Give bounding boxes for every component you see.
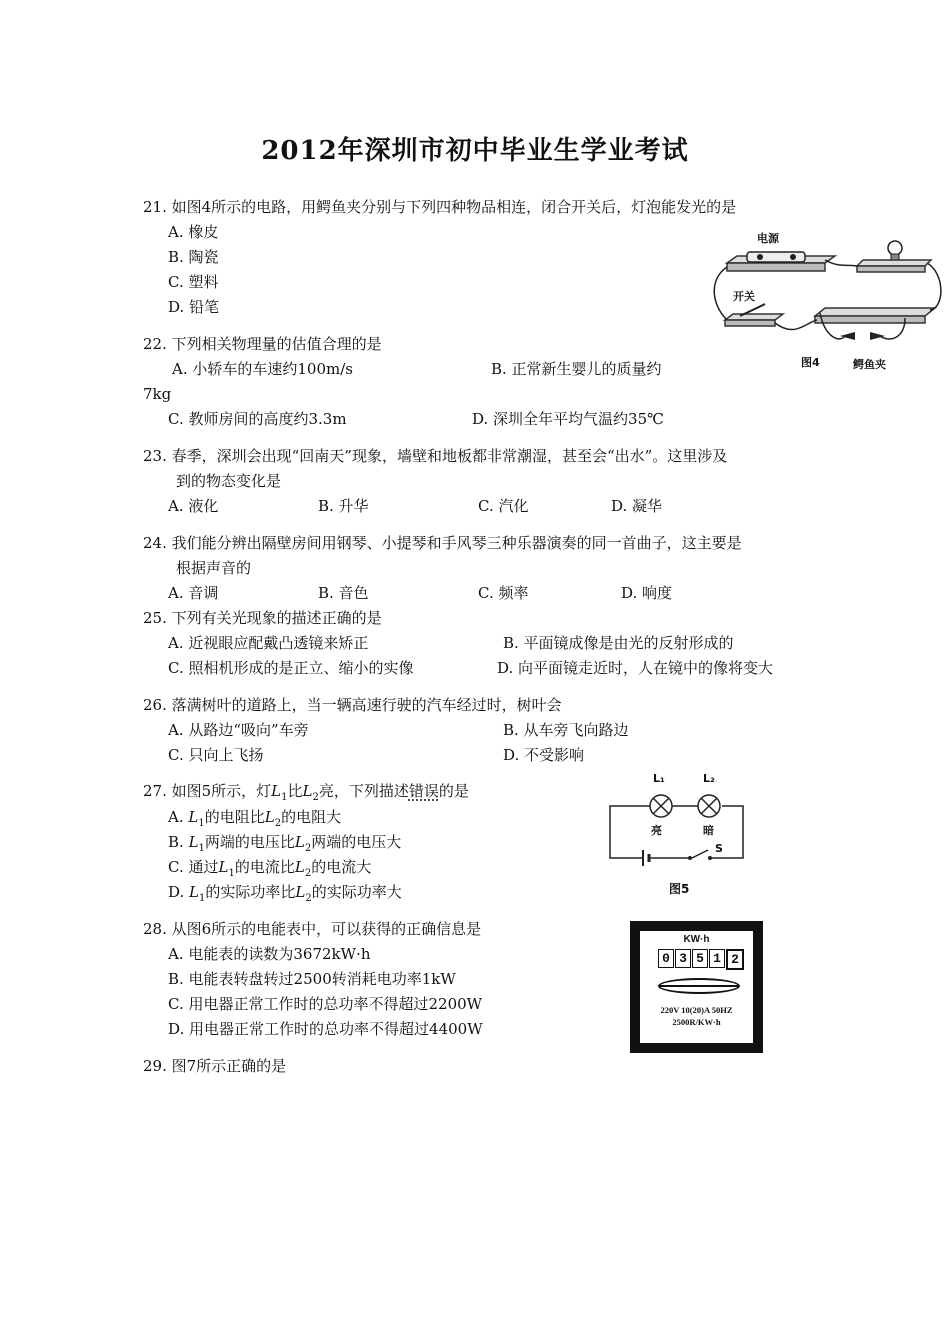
q27-option-d: D. $L_1$的实际功率比$L_2$的实际功率大 (168, 883, 402, 904)
fig5-bright-label: 亮 (651, 824, 662, 837)
meter-disc (658, 978, 740, 994)
q27-option-a: A. $L_1$的电阻比$L_2$的电阻大 (168, 808, 342, 829)
meter-digit: 5 (692, 949, 708, 968)
q23-stem-1: 23. 春季，深圳会出现“回南天”现象，墙壁和地板都非常潮湿，甚至会“出水”。这里涉及 (143, 447, 728, 465)
q24-option-c: C. 频率 (478, 584, 529, 602)
figure-5-circuit (605, 770, 755, 895)
fig4-power-label: 电源 (757, 232, 779, 245)
figure-6-energy-meter (630, 921, 763, 1053)
q22-option-c: C. 教师房间的高度约3.3m (168, 410, 347, 428)
q27-stem: 27. 如图5所示，灯$L_1$比$L_2$亮，下列描述错误的是 (143, 782, 469, 803)
fig5-l2-label: L₂ (703, 772, 715, 785)
fig4-caption: 图4 (801, 356, 820, 369)
q25-option-b: B. 平面镜成像是由光的反射形成的 (503, 634, 734, 652)
q25-option-d: D. 向平面镜走近时，人在镜中的像将变大 (497, 659, 774, 677)
q27-emphasis-wrong: 错误 (408, 782, 439, 800)
meter-digit: 1 (709, 949, 725, 968)
q23-stem-2: 到的物态变化是 (176, 472, 282, 490)
q23-option-b: B. 升华 (318, 497, 369, 515)
q23-option-c: C. 汽化 (478, 497, 529, 515)
q29-stem: 29. 图7所示正确的是 (143, 1057, 287, 1075)
q28-option-d: D. 用电器正常工作时的总功率不得超过4400W (168, 1020, 483, 1038)
q21-option-d: D. 铅笔 (168, 298, 220, 316)
q24-stem-1: 24. 我们能分辨出隔壁房间用钢琴、小提琴和手风琴三种乐器演奏的同一首曲子，这主要是 (143, 534, 742, 552)
q21-option-a: A. 橡皮 (168, 223, 219, 241)
q21-option-c: C. 塑料 (168, 273, 219, 291)
q22-option-d: D. 深圳全年平均气温约35℃ (472, 410, 664, 428)
meter-spec-1: 220V 10(20)A 50HZ (660, 1005, 733, 1015)
fig4-switch-label: 开关 (733, 290, 755, 303)
q26-option-d: D. 不受影响 (503, 746, 585, 764)
meter-digit-decimal: 2 (726, 949, 744, 970)
q27-option-c: C. 通过$L_1$的电流比$L_2$的电流大 (168, 858, 372, 879)
q28-option-a: A. 电能表的读数为3672kW·h (168, 945, 371, 963)
q28-option-b: B. 电能表转盘转过2500转消耗电功率1kW (168, 970, 456, 988)
q25-stem: 25. 下列有关光现象的描述正确的是 (143, 609, 382, 627)
q21-stem: 21. 如图4所示的电路，用鳄鱼夹分别与下列四种物品相连，闭合开关后，灯泡能发光的是 (143, 198, 737, 216)
q24-option-b: B. 音色 (318, 584, 369, 602)
meter-spec-2: 2500R/KW·h (672, 1017, 721, 1027)
fig4-clip-label: 鳄鱼夹 (853, 358, 886, 371)
fig5-switch-label: S (715, 842, 723, 855)
q26-stem: 26. 落满树叶的道路上，当一辆高速行驶的汽车经过时，树叶会 (143, 696, 562, 714)
fig5-caption: 图5 (669, 882, 690, 896)
q25-option-a: A. 近视眼应配戴凸透镜来矫正 (168, 634, 369, 652)
q22-stem: 22. 下列相关物理量的估值合理的是 (143, 335, 382, 353)
q22-option-a: A. 小轿车的车速约100m/s (172, 360, 353, 378)
q24-option-a: A. 音调 (168, 584, 219, 602)
q24-option-d: D. 响度 (621, 584, 673, 602)
q28-stem: 28. 从图6所示的电能表中，可以获得的正确信息是 (143, 920, 482, 938)
meter-face (640, 931, 753, 1043)
meter-digit: 0 (658, 949, 674, 968)
q25-option-c: C. 照相机形成的是正立、缩小的实像 (168, 659, 414, 677)
q22-option-b-cont: 7kg (143, 385, 172, 403)
q27-option-b: B. $L_1$两端的电压比$L_2$两端的电压大 (168, 833, 402, 854)
q23-option-a: A. 液化 (168, 497, 219, 515)
q26-option-c: C. 只向上飞扬 (168, 746, 264, 764)
q28-option-c: C. 用电器正常工作时的总功率不得超过2200W (168, 995, 483, 1013)
figure-4-circuit (705, 228, 945, 373)
q23-option-d: D. 凝华 (611, 497, 663, 515)
meter-digit: 3 (675, 949, 691, 968)
q26-option-b: B. 从车旁飞向路边 (503, 721, 629, 739)
fig5-l1-label: L₁ (653, 772, 665, 785)
meter-unit: KW·h (683, 934, 710, 945)
page-title: 2012年深圳市初中毕业生学业考试 (261, 136, 689, 166)
meter-digits (658, 949, 744, 970)
q24-stem-2: 根据声音的 (176, 559, 252, 577)
q26-option-a: A. 从路边“吸向”车旁 (168, 721, 309, 739)
q21-option-b: B. 陶瓷 (168, 248, 219, 266)
fig5-dark-label: 暗 (703, 824, 714, 837)
q22-option-b: B. 正常新生婴儿的质量约 (491, 360, 662, 378)
